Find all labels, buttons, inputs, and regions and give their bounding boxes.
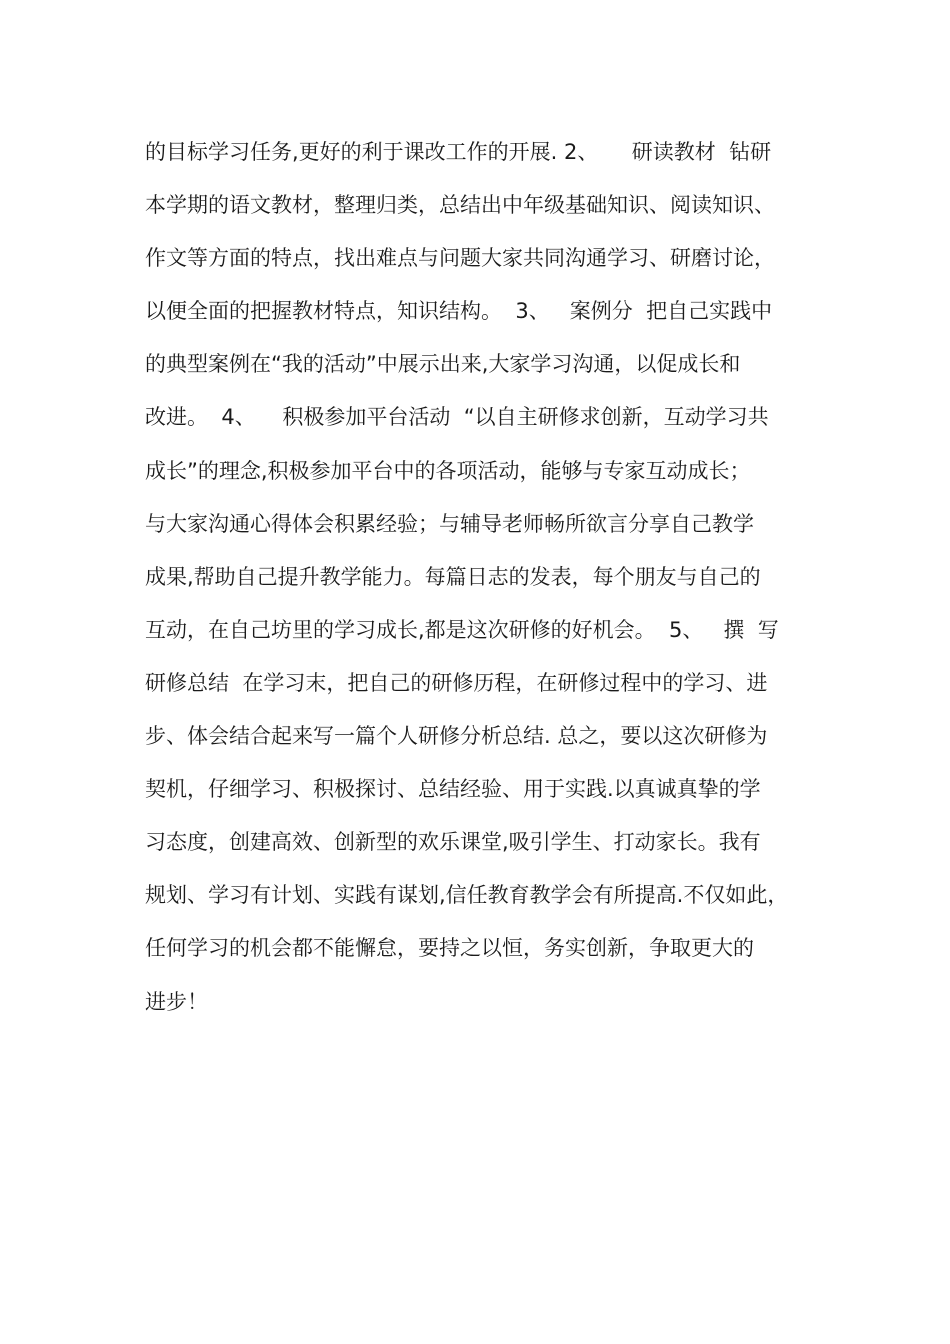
text-line-15: 规划、学习有计划、实践有谋划,信任教育教学会有所提高.不仅如此， — [145, 883, 789, 908]
text-line-13: 契机，仔细学习、积极探讨、总结经验、用于实践.以真诚真挚的学 — [145, 777, 761, 802]
body-text — [145, 130, 825, 1033]
text-line-6: 改进。 4、 积极参加平台活动 “以自主研修求创新，互动学习共 — [145, 405, 769, 430]
text-line-1: 的目标学习任务,更好的利于课改工作的开展. 2、 研读教材 钻研 — [145, 140, 772, 164]
text-line-2: 本学期的语文教材，整理归类，总结出中年级基础知识、阅读知识、 — [145, 193, 775, 218]
text-line-10: 互动，在自己坊里的学习成长,都是这次研修的好机会。 5、 撰 写 — [145, 617, 779, 642]
text-line-11: 研修总结 在学习末，把自己的研修历程，在研修过程中的学习、进 — [145, 670, 768, 695]
text-line-17: 进步！ — [145, 989, 208, 1014]
text-line-3: 作文等方面的特点，找出难点与问题大家共同沟通学习、研磨讨论， — [145, 246, 775, 271]
text-line-14: 习态度，创建高效、创新型的欢乐课堂,吸引学生、打动家长。我有 — [145, 830, 761, 855]
text-line-5: 的典型案例在“我的活动”中展示出来,大家学习沟通，以促成长和 — [145, 352, 741, 377]
text-line-9: 成果,帮助自己提升教学能力。每篇日志的发表，每个朋友与自己的 — [145, 564, 761, 589]
text-line-7: 成长”的理念,积极参加平台中的各项活动，能够与专家互动成长； — [145, 458, 751, 483]
text-line-12: 步、体会结合起来写一篇个人研修分析总结. 总之，要以这次研修为 — [145, 724, 768, 749]
text-line-16: 任何学习的机会都不能懈怠，要持之以恒，务实创新，争取更大的 — [145, 936, 754, 961]
text-line-4: 以便全面的把握教材特点，知识结构。 3、 案例分 把自己实践中 — [145, 299, 773, 324]
text-line-8: 与大家沟通心得体会积累经验；与辅导老师畅所欲言分享自己教学 — [145, 511, 754, 536]
